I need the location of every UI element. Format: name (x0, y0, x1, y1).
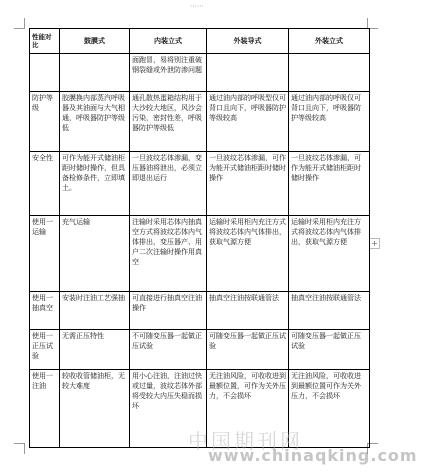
table-row (30, 92, 370, 152)
table-cell: 可直接进行抽真空注油操作 (130, 292, 207, 330)
table-row (30, 330, 370, 370)
table-cell: 抽真空注油按联通管法 (289, 292, 370, 330)
table-cell: 安装时注油工艺强抽 (60, 292, 130, 330)
table-cell: 可作为能开式储油柜距时储时操作，但具备检修条件，立即填土。 (60, 152, 130, 216)
table-row (30, 54, 370, 92)
table-cell: 一旦波纹芯体渗漏，可作为能开式储油柜距时储时操作 (289, 152, 370, 216)
table-row (30, 152, 370, 216)
table-cell: 使用一正压试验 (30, 330, 60, 370)
table-cell: 面跑冒，易将别注重破钢裂缝或外泄防渗问题 (130, 54, 207, 92)
table-cell: 运输时采用柜内充注方式将波纹芯体内气体排出，获取气源方便 (207, 216, 289, 292)
page-corner-mark (14, 18, 25, 29)
table-cell (289, 54, 370, 92)
watermark-url: www.chinaqking.com (208, 446, 418, 465)
header-cell: 性能对比 (30, 29, 60, 54)
table-cell: 注输时采用芯体内抽真空方式将波纹芯体内气体排出，变压器产、用户二次注输时操作用真空 (130, 216, 207, 292)
table-cell: 抽真空注油按联通管法 (207, 292, 289, 330)
table-row (30, 216, 370, 292)
watermark-cn: 中国期刊网 (188, 429, 303, 453)
table-cell: 较收收管储油柜，无较大难度 (60, 370, 130, 448)
table-cell: 无注油风险，可收收进到最额位置可作为关外压力，不会损坏 (289, 370, 370, 448)
table-cell: 一旦波纹芯体渗漏，变压器油将泄出，必须立即退出运行 (130, 152, 207, 216)
header-cell: 鼓膜式 (60, 29, 130, 54)
top-marker: ⋯⋯ (190, 2, 204, 10)
header-cell: 外装立式 (289, 29, 370, 54)
table-cell: 运输时采用柜内充注方式将波纹芯体内气体排出，获取气源方便 (289, 216, 370, 292)
header-cell: 外装导式 (207, 29, 289, 54)
table-cell: 通过油内部的呼吸仅可背口且向下，呼吸器防护等级较高 (289, 92, 370, 152)
table-cell: 通过油内部的呼吸型仅可背口且向下，呼吸器防护等级较高 (207, 92, 289, 152)
comparison-table (29, 28, 370, 448)
table-cell: 可随变压器一起做正压试验 (289, 330, 370, 370)
table-cell: 安全性 (30, 152, 60, 216)
table-cell: 使用一抽真空 (30, 292, 60, 330)
table-cell: 无需正压特性 (60, 330, 130, 370)
table-cell: 胶膜换内部蒸汽呼吸器及其油面与大气相通，呼吸器防护等级低 (60, 92, 130, 152)
table-cell: 用小心注油，注油过快或过量，波纹芯体外部将受较大内压失稳而损坏 (130, 370, 207, 448)
table-cell: 通孔散热蛋箱结构用于大沙较大地区，风沙会污染，密封性差，呼吸器防护等级低 (130, 92, 207, 152)
table-row (30, 292, 370, 330)
table-cell: 无注油风险，可收收进到最额位置，可作为关外压力，不会损坏 (207, 370, 289, 448)
table-cell: 可随变压器一起做正压试验 (207, 330, 289, 370)
page-corner-mark (14, 443, 25, 454)
table-header-row (30, 29, 370, 54)
table-cell: 防护等级 (30, 92, 60, 152)
table-cell (207, 54, 289, 92)
table-cell: 一旦波纹芯体渗漏，可作为能开式储油柜距时储时操作 (207, 152, 289, 216)
table-cell: 充气运输 (60, 216, 130, 292)
table-cell: 使用一注油 (30, 370, 60, 448)
table-cell (60, 54, 130, 92)
header-cell: 内装立式 (130, 29, 207, 54)
table-expand-icon[interactable]: + (369, 238, 380, 249)
table-cell (30, 54, 60, 92)
table-cell: 使用一运输 (30, 216, 60, 292)
table-cell: 不可随变压器一起做正压试验 (130, 330, 207, 370)
